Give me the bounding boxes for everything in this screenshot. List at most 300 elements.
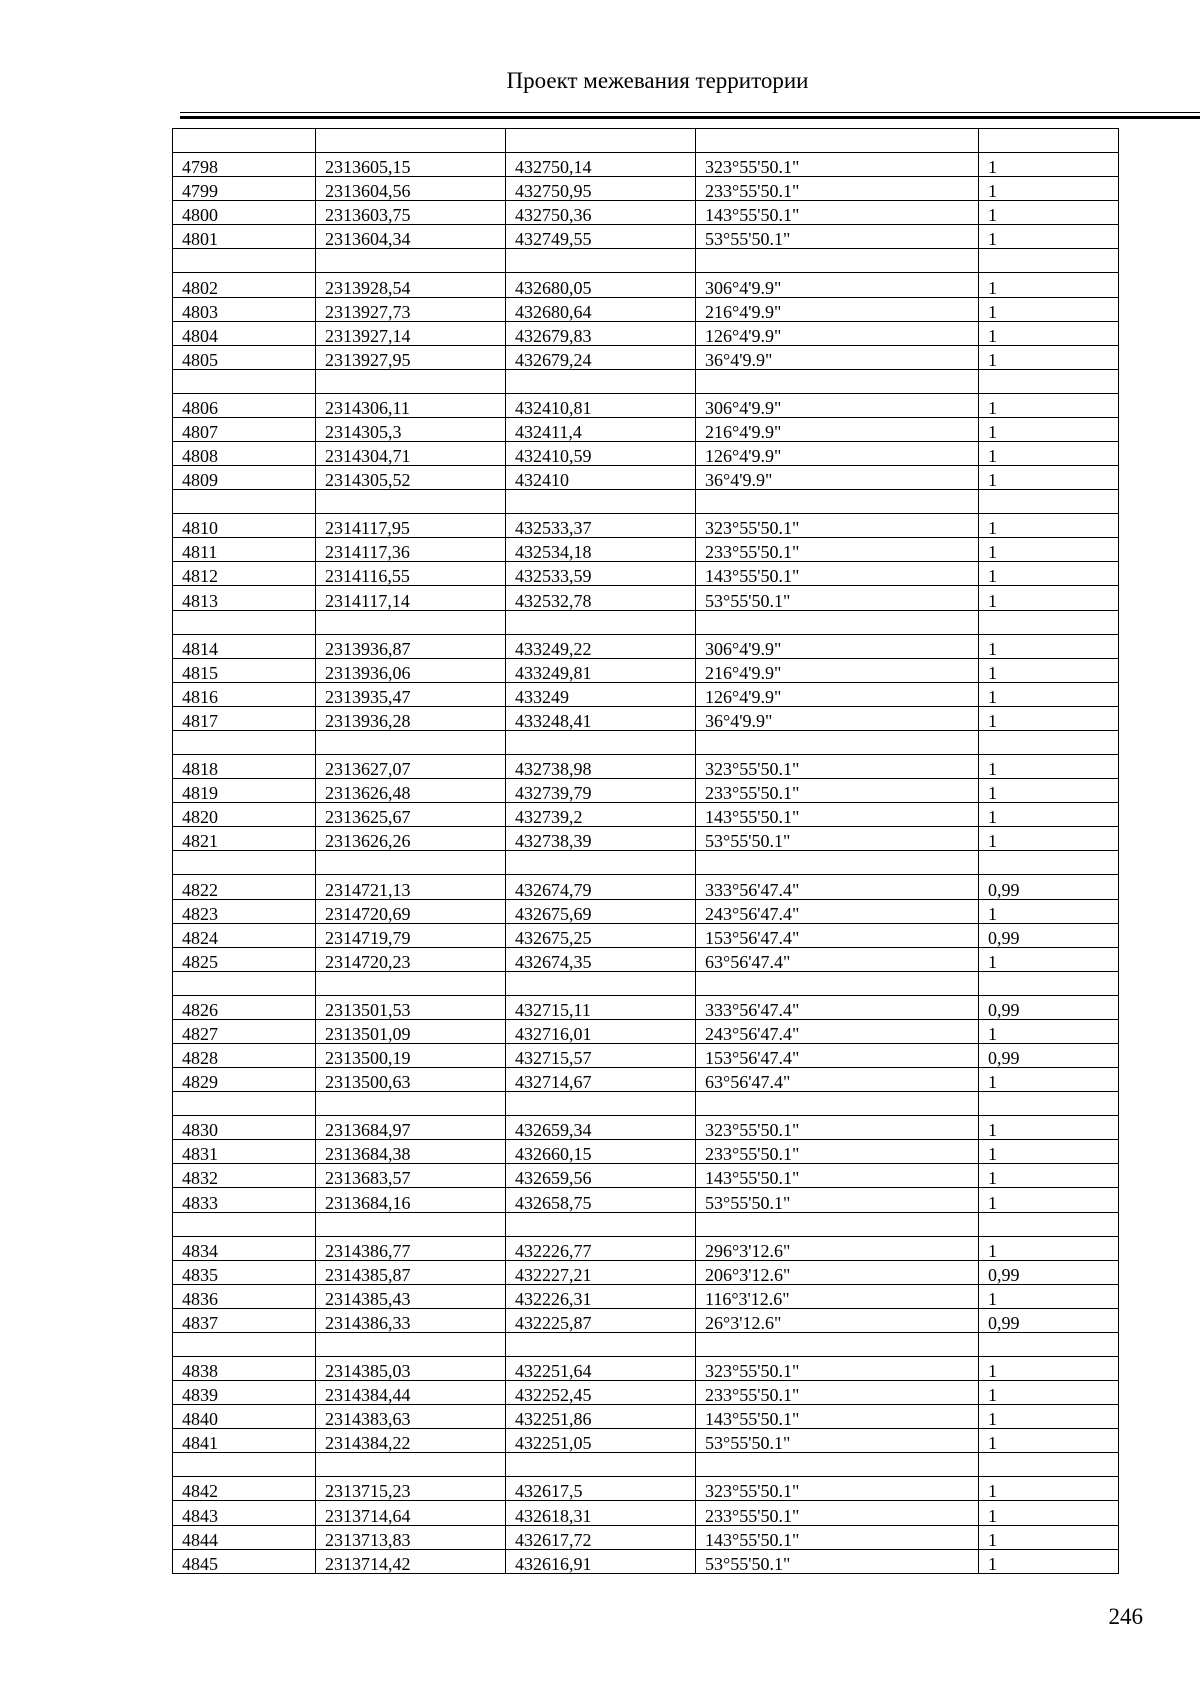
table-row [173,1019,1119,1043]
direction-angle-cell: 116°3'12.6" [696,1284,979,1308]
direction-angle-cell [696,1453,979,1477]
length-cell: 1 [979,225,1119,249]
point-number-cell: 4821 [173,827,316,851]
length-cell: 1 [979,634,1119,658]
table-row [173,875,1119,899]
point-number-cell: 4809 [173,466,316,490]
direction-angle-cell: 323°55'50.1" [696,1116,979,1140]
y-coordinate-cell: 432251,86 [506,1405,696,1429]
x-coordinate-cell: 2313626,48 [316,779,506,803]
direction-angle-cell [696,610,979,634]
y-coordinate-cell: 432715,57 [506,1043,696,1067]
x-coordinate-cell: 2314386,33 [316,1308,506,1332]
table-row [173,1549,1119,1573]
table-separator-row [173,730,1119,754]
y-coordinate-cell: 432226,31 [506,1284,696,1308]
table-row [173,1043,1119,1067]
direction-angle-cell: 333°56'47.4" [696,875,979,899]
y-coordinate-cell: 432750,14 [506,153,696,177]
table-row [173,1477,1119,1501]
y-coordinate-cell: 432532,78 [506,586,696,610]
point-number-cell: 4842 [173,1477,316,1501]
y-coordinate-cell: 432738,98 [506,755,696,779]
table-row [173,1188,1119,1212]
point-number-cell: 4837 [173,1308,316,1332]
point-number-cell [173,129,316,153]
length-cell: 1 [979,1068,1119,1092]
table-row [173,658,1119,682]
y-coordinate-cell: 432674,79 [506,875,696,899]
x-coordinate-cell: 2314385,43 [316,1284,506,1308]
point-number-cell: 4816 [173,682,316,706]
direction-angle-cell: 63°56'47.4" [696,1068,979,1092]
table-row [173,225,1119,249]
y-coordinate-cell: 432659,34 [506,1116,696,1140]
x-coordinate-cell: 2313625,67 [316,803,506,827]
y-coordinate-cell: 433249,81 [506,658,696,682]
table-row [173,442,1119,466]
length-cell: 0,99 [979,995,1119,1019]
x-coordinate-cell [316,129,506,153]
direction-angle-cell: 323°55'50.1" [696,1356,979,1380]
table-row [173,899,1119,923]
direction-angle-cell: 153°56'47.4" [696,1043,979,1067]
x-coordinate-cell [316,851,506,875]
point-number-cell: 4834 [173,1236,316,1260]
x-coordinate-cell: 2314383,63 [316,1405,506,1429]
x-coordinate-cell: 2313936,06 [316,658,506,682]
direction-angle-cell: 216°4'9.9" [696,417,979,441]
direction-angle-cell: 233°55'50.1" [696,779,979,803]
direction-angle-cell: 143°55'50.1" [696,562,979,586]
x-coordinate-cell: 2314385,03 [316,1356,506,1380]
x-coordinate-cell: 2313684,16 [316,1188,506,1212]
y-coordinate-cell [506,1453,696,1477]
point-number-cell: 4817 [173,706,316,730]
y-coordinate-cell: 432739,79 [506,779,696,803]
x-coordinate-cell: 2313501,09 [316,1019,506,1043]
length-cell: 1 [979,1381,1119,1405]
table-row [173,755,1119,779]
y-coordinate-cell [506,369,696,393]
y-coordinate-cell: 432534,18 [506,538,696,562]
point-number-cell: 4799 [173,177,316,201]
point-number-cell [173,249,316,273]
table-row [173,321,1119,345]
length-cell: 1 [979,1116,1119,1140]
length-cell: 1 [979,682,1119,706]
x-coordinate-cell: 2313927,95 [316,345,506,369]
length-cell [979,971,1119,995]
table-row [173,177,1119,201]
y-coordinate-cell: 432714,67 [506,1068,696,1092]
table-row [173,1116,1119,1140]
x-coordinate-cell: 2313604,34 [316,225,506,249]
length-cell: 1 [979,706,1119,730]
y-coordinate-cell: 432251,05 [506,1429,696,1453]
point-number-cell [173,610,316,634]
table-row [173,706,1119,730]
point-number-cell: 4829 [173,1068,316,1092]
point-number-cell: 4831 [173,1140,316,1164]
length-cell: 1 [979,466,1119,490]
table-separator-row [173,1212,1119,1236]
point-number-cell: 4822 [173,875,316,899]
y-coordinate-cell: 432617,72 [506,1525,696,1549]
length-cell: 1 [979,273,1119,297]
direction-angle-cell: 143°55'50.1" [696,1164,979,1188]
point-number-cell: 4800 [173,201,316,225]
table-separator-row [173,851,1119,875]
point-number-cell: 4811 [173,538,316,562]
y-coordinate-cell: 432750,95 [506,177,696,201]
table-row [173,634,1119,658]
table-separator-row [173,490,1119,514]
y-coordinate-cell: 433249 [506,682,696,706]
y-coordinate-cell [506,1212,696,1236]
x-coordinate-cell: 2314117,95 [316,514,506,538]
direction-angle-cell: 36°4'9.9" [696,466,979,490]
y-coordinate-cell: 432533,37 [506,514,696,538]
table-row [173,1164,1119,1188]
x-coordinate-cell: 2313603,75 [316,201,506,225]
y-coordinate-cell: 432660,15 [506,1140,696,1164]
length-cell [979,369,1119,393]
point-number-cell: 4845 [173,1549,316,1573]
table-row [173,1356,1119,1380]
direction-angle-cell: 36°4'9.9" [696,706,979,730]
table-row [173,153,1119,177]
direction-angle-cell [696,249,979,273]
length-cell: 1 [979,1019,1119,1043]
table-separator-row [173,1453,1119,1477]
point-number-cell: 4806 [173,393,316,417]
point-number-cell [173,1453,316,1477]
point-number-cell: 4801 [173,225,316,249]
table-row [173,947,1119,971]
y-coordinate-cell: 432410,59 [506,442,696,466]
x-coordinate-cell [316,1092,506,1116]
point-number-cell: 4798 [173,153,316,177]
table-row [173,803,1119,827]
x-coordinate-cell: 2313500,19 [316,1043,506,1067]
y-coordinate-cell: 432675,69 [506,899,696,923]
direction-angle-cell: 243°56'47.4" [696,1019,979,1043]
direction-angle-cell: 53°55'50.1" [696,586,979,610]
length-cell: 1 [979,1236,1119,1260]
direction-angle-cell: 63°56'47.4" [696,947,979,971]
y-coordinate-cell: 432617,5 [506,1477,696,1501]
table-separator-row [173,369,1119,393]
table-row [173,1405,1119,1429]
length-cell [979,730,1119,754]
point-number-cell: 4802 [173,273,316,297]
length-cell: 1 [979,1140,1119,1164]
x-coordinate-cell: 2314305,52 [316,466,506,490]
direction-angle-cell: 323°55'50.1" [696,153,979,177]
table-row [173,1260,1119,1284]
table-row [173,393,1119,417]
x-coordinate-cell: 2313936,28 [316,706,506,730]
point-number-cell: 4818 [173,755,316,779]
y-coordinate-cell: 432251,64 [506,1356,696,1380]
y-coordinate-cell: 432227,21 [506,1260,696,1284]
x-coordinate-cell: 2313715,23 [316,1477,506,1501]
point-number-cell: 4819 [173,779,316,803]
x-coordinate-cell: 2314719,79 [316,923,506,947]
x-coordinate-cell: 2313713,83 [316,1525,506,1549]
length-cell: 0,99 [979,1308,1119,1332]
length-cell: 1 [979,1405,1119,1429]
table-row [173,562,1119,586]
table-row [173,345,1119,369]
x-coordinate-cell [316,1453,506,1477]
point-number-cell: 4812 [173,562,316,586]
point-number-cell [173,971,316,995]
y-coordinate-cell: 432738,39 [506,827,696,851]
table-row [173,417,1119,441]
header-rule-thick [180,116,1200,119]
x-coordinate-cell: 2314720,23 [316,947,506,971]
table-row [173,1381,1119,1405]
x-coordinate-cell: 2314384,22 [316,1429,506,1453]
direction-angle-cell: 233°55'50.1" [696,538,979,562]
length-cell [979,1092,1119,1116]
length-cell: 1 [979,1188,1119,1212]
length-cell: 1 [979,177,1119,201]
point-number-cell [173,490,316,514]
direction-angle-cell [696,1212,979,1236]
length-cell: 0,99 [979,1043,1119,1067]
length-cell: 1 [979,827,1119,851]
length-cell: 1 [979,1501,1119,1525]
x-coordinate-cell: 2314720,69 [316,899,506,923]
length-cell: 1 [979,755,1119,779]
y-coordinate-cell: 432739,2 [506,803,696,827]
x-coordinate-cell [316,249,506,273]
length-cell [979,1332,1119,1356]
length-cell: 1 [979,586,1119,610]
direction-angle-cell: 216°4'9.9" [696,297,979,321]
table-row [173,923,1119,947]
x-coordinate-cell: 2313935,47 [316,682,506,706]
table-row [173,466,1119,490]
x-coordinate-cell: 2313714,64 [316,1501,506,1525]
point-number-cell: 4825 [173,947,316,971]
point-number-cell: 4805 [173,345,316,369]
point-number-cell: 4843 [173,1501,316,1525]
point-number-cell: 4833 [173,1188,316,1212]
length-cell: 1 [979,803,1119,827]
direction-angle-cell: 233°55'50.1" [696,1381,979,1405]
y-coordinate-cell: 432658,75 [506,1188,696,1212]
x-coordinate-cell [316,1212,506,1236]
point-number-cell [173,1332,316,1356]
y-coordinate-cell [506,490,696,514]
x-coordinate-cell: 2313605,15 [316,153,506,177]
y-coordinate-cell: 432225,87 [506,1308,696,1332]
y-coordinate-cell: 432675,25 [506,923,696,947]
direction-angle-cell: 306°4'9.9" [696,273,979,297]
direction-angle-cell: 143°55'50.1" [696,201,979,225]
direction-angle-cell: 53°55'50.1" [696,1549,979,1573]
y-coordinate-cell: 432750,36 [506,201,696,225]
length-cell: 1 [979,1284,1119,1308]
coordinates-table-body [173,129,1119,1574]
x-coordinate-cell: 2314117,36 [316,538,506,562]
x-coordinate-cell: 2314385,87 [316,1260,506,1284]
x-coordinate-cell: 2313684,38 [316,1140,506,1164]
direction-angle-cell: 306°4'9.9" [696,634,979,658]
table-row [173,273,1119,297]
y-coordinate-cell: 432616,91 [506,1549,696,1573]
direction-angle-cell: 53°55'50.1" [696,1429,979,1453]
length-cell: 1 [979,393,1119,417]
x-coordinate-cell: 2313928,54 [316,273,506,297]
y-coordinate-cell [506,1092,696,1116]
point-number-cell: 4807 [173,417,316,441]
point-number-cell: 4835 [173,1260,316,1284]
table-separator-row [173,249,1119,273]
point-number-cell [173,851,316,875]
length-cell [979,1453,1119,1477]
direction-angle-cell: 243°56'47.4" [696,899,979,923]
length-cell: 1 [979,1477,1119,1501]
y-coordinate-cell: 432533,59 [506,562,696,586]
page-number: 246 [1108,1604,1143,1629]
direction-angle-cell: 53°55'50.1" [696,1188,979,1212]
length-cell: 0,99 [979,923,1119,947]
length-cell: 1 [979,321,1119,345]
x-coordinate-cell [316,490,506,514]
table-separator-row [173,1332,1119,1356]
x-coordinate-cell: 2314305,3 [316,417,506,441]
length-cell: 1 [979,1164,1119,1188]
length-cell [979,851,1119,875]
table-row [173,1068,1119,1092]
direction-angle-cell: 53°55'50.1" [696,827,979,851]
direction-angle-cell [696,1332,979,1356]
direction-angle-cell [696,1092,979,1116]
point-number-cell: 4810 [173,514,316,538]
direction-angle-cell [696,490,979,514]
point-number-cell [173,369,316,393]
y-coordinate-cell [506,1332,696,1356]
point-number-cell: 4803 [173,297,316,321]
x-coordinate-cell: 2314116,55 [316,562,506,586]
length-cell: 1 [979,1525,1119,1549]
length-cell [979,129,1119,153]
point-number-cell: 4840 [173,1405,316,1429]
table-row [173,1429,1119,1453]
direction-angle-cell: 143°55'50.1" [696,803,979,827]
point-number-cell: 4814 [173,634,316,658]
length-cell: 1 [979,562,1119,586]
point-number-cell: 4830 [173,1116,316,1140]
y-coordinate-cell: 432252,45 [506,1381,696,1405]
point-number-cell: 4844 [173,1525,316,1549]
y-coordinate-cell [506,851,696,875]
table-separator-row [173,1092,1119,1116]
table-row [173,995,1119,1019]
point-number-cell: 4813 [173,586,316,610]
x-coordinate-cell [316,730,506,754]
length-cell: 1 [979,417,1119,441]
y-coordinate-cell: 432715,11 [506,995,696,1019]
table-row [173,514,1119,538]
length-cell: 0,99 [979,1260,1119,1284]
length-cell: 1 [979,1549,1119,1573]
point-number-cell: 4804 [173,321,316,345]
length-cell [979,610,1119,634]
point-number-cell: 4832 [173,1164,316,1188]
y-coordinate-cell: 432410,81 [506,393,696,417]
point-number-cell: 4815 [173,658,316,682]
page-header-title: Проект межевания территории [506,68,809,93]
direction-angle-cell [696,851,979,875]
direction-angle-cell: 36°4'9.9" [696,345,979,369]
x-coordinate-cell [316,369,506,393]
length-cell: 1 [979,153,1119,177]
point-number-cell: 4824 [173,923,316,947]
direction-angle-cell: 126°4'9.9" [696,442,979,466]
x-coordinate-cell: 2313627,07 [316,755,506,779]
direction-angle-cell: 53°55'50.1" [696,225,979,249]
length-cell: 1 [979,658,1119,682]
table-row [173,538,1119,562]
direction-angle-cell: 233°55'50.1" [696,177,979,201]
point-number-cell: 4820 [173,803,316,827]
table-row [173,586,1119,610]
length-cell: 1 [979,1429,1119,1453]
length-cell: 1 [979,514,1119,538]
length-cell: 0,99 [979,875,1119,899]
y-coordinate-cell: 432749,55 [506,225,696,249]
direction-angle-cell [696,730,979,754]
length-cell [979,249,1119,273]
x-coordinate-cell: 2314721,13 [316,875,506,899]
direction-angle-cell: 333°56'47.4" [696,995,979,1019]
direction-angle-cell [696,129,979,153]
point-number-cell [173,1212,316,1236]
direction-angle-cell: 323°55'50.1" [696,755,979,779]
point-number-cell: 4838 [173,1356,316,1380]
y-coordinate-cell: 432659,56 [506,1164,696,1188]
y-coordinate-cell: 432411,4 [506,417,696,441]
point-number-cell: 4823 [173,899,316,923]
header-rule-thin [180,112,1200,113]
table-row [173,1140,1119,1164]
direction-angle-cell: 126°4'9.9" [696,682,979,706]
table-separator-row [173,971,1119,995]
table-separator-row [173,129,1119,153]
coordinates-table [172,128,1119,1574]
direction-angle-cell: 323°55'50.1" [696,1477,979,1501]
length-cell: 1 [979,899,1119,923]
table-row [173,1236,1119,1260]
direction-angle-cell: 206°3'12.6" [696,1260,979,1284]
table-row [173,682,1119,706]
y-coordinate-cell: 432679,24 [506,345,696,369]
x-coordinate-cell [316,971,506,995]
direction-angle-cell: 233°55'50.1" [696,1501,979,1525]
point-number-cell: 4808 [173,442,316,466]
x-coordinate-cell: 2313684,97 [316,1116,506,1140]
x-coordinate-cell: 2313927,73 [316,297,506,321]
direction-angle-cell: 126°4'9.9" [696,321,979,345]
x-coordinate-cell: 2313626,26 [316,827,506,851]
table-row [173,1284,1119,1308]
